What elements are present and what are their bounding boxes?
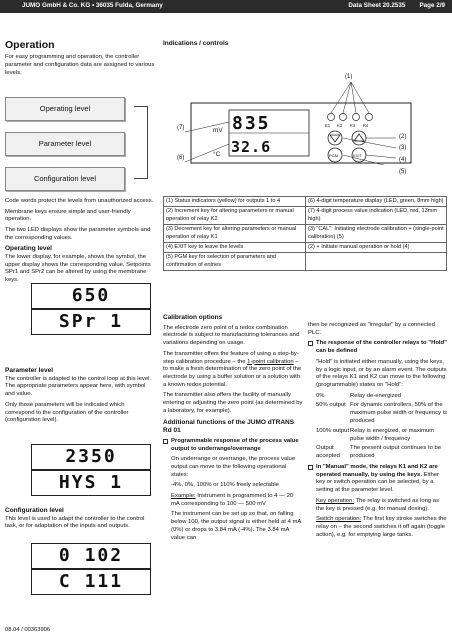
operation-title: Operation <box>5 39 55 51</box>
key-operation-text: Key operation: The relay is switched as long as the key is pressed (e.g. for manual dosing). <box>316 497 440 512</box>
page-header <box>0 0 452 13</box>
parameter-level-text2: Only those parameters will be indicated which correspond to the configuration of the controller (configuration level). <box>5 401 129 424</box>
level-bracket <box>134 106 148 179</box>
led-text: The two LED displays show the parameter symbols and the corresponding values. <box>5 226 151 241</box>
hold-state-row: 50% output For dynamic controllers, 50% of the maximum pulse width or frequency is produced <box>316 402 447 424</box>
lcd2-bottom: HYS 1 <box>31 470 151 496</box>
legend-left-1: (1) Status indicators (yellow) for outputs 1 to 4 <box>164 197 306 207</box>
example-text: Example: Instrument is programmed to 4 — 20 mA corresponding to 100 — 500 mV <box>171 492 294 507</box>
hold-title: The response of the controller relays to "Hold" can be defined <box>308 340 448 356</box>
operating-level-text: The lower display, for example, shows the symbol, the upper display shows the corresponding value. Setpoints SPr1 and SPr2 can be altered by using the membrane keys. <box>5 253 151 284</box>
legend-right-5 <box>306 253 447 271</box>
indications-legend <box>163 196 447 271</box>
additional-functions-title: Additional functions of the JUMO dTRANS Rd 01 <box>163 418 295 435</box>
legend-right-1: (6) 4-digit temperature display (LED, green, 8mm high) <box>306 197 447 207</box>
legend-left-5: (5) PGM key for selection of parameters and confirmation of entries <box>164 253 306 271</box>
lcd3-bottom: C 111 <box>31 569 151 595</box>
legend-right-2: (7) 4-digit process value indication (LED, red, 13mm high) <box>306 207 447 225</box>
header-page: Page 2/9 <box>419 2 445 10</box>
hold-state-row: 100% output Relay is energized, or maximum pulse width / frequency <box>316 427 435 442</box>
level-configuration: Configuration level <box>5 167 125 191</box>
calibration-p2: The transmitter offers the feature of using a step-by-step calibration procedure – the 1-point calibration – to make a fresh determination of the zero point of the electrode by using a buffer solution or a solution with a known redox potential. <box>163 350 302 388</box>
lcd3-top: 0 102 <box>31 543 151 569</box>
calibration-p1: The electrode zero point of a redox combination electrode is subject to manufacturing tolerances and variations depending on usage. <box>163 324 300 347</box>
callout-4: (4) <box>399 157 407 163</box>
switch-operation-text: Switch operation: The first key stroke switches the relay on – the second switches it off again (toggle action), e.g. for emptying large tanks. <box>316 516 447 538</box>
operation-intro: For easy programming and operation, the controller parameter and configuration data are assigned to various levels. <box>5 54 155 76</box>
level-parameter: Parameter level <box>5 132 125 156</box>
relay-label-k3: K3 <box>350 123 356 128</box>
process-value-display: 835 <box>232 113 271 134</box>
programmable-response-text: On underrange or overrange, the process value output can move to the following operational states: <box>171 456 296 478</box>
lcd1-top: 650 <box>31 283 151 309</box>
unit-celsius: °C <box>213 151 221 158</box>
example-text-2: The instrument can be set up so that, on falling below 100, the output signal is either held at 4 mA (0%) or drops to 3.84 mA (-4%). The 3.84 mA value can <box>171 511 302 541</box>
manual-mode-paragraph: In "Manual" mode, the relays K1 and K2 are operated manually, by using the keys. Either key or switch operation can be selected, by a setting at the parameter level. <box>308 464 448 495</box>
exit-key-label: EXIT <box>353 153 362 158</box>
callout-6: (6) <box>177 155 185 161</box>
checkbox-icon <box>308 465 313 470</box>
hold-state-row: Output accepted The present output continues to be produced <box>316 445 442 460</box>
lcd2-top: 2350 <box>31 444 151 470</box>
calibration-p3: The transmitter also offers the facility of manually entering or adjusting the zero point (as determined by a laboratory, for example). <box>163 392 303 414</box>
callout-3: (3) <box>399 145 407 151</box>
configuration-level-title: Configuration level <box>5 507 64 514</box>
legend-left-4: (4) EXIT key to leave the levels <box>164 242 306 252</box>
callout-7: (7) <box>177 125 185 131</box>
operating-level-title: Operating level <box>5 245 52 253</box>
plc-text: then be recognized as "irregular" by a connected PLC. <box>308 322 435 336</box>
lcd1-bottom: SPr 1 <box>31 309 151 335</box>
legend-right-4: (2) + Initiate manual operation or hold (4) <box>306 242 447 252</box>
one-point-calibration-link: 1-point calibration <box>247 358 294 365</box>
hold-state-row: 0% Relay de-energized <box>316 392 402 399</box>
relay-label-k2: K2 <box>337 123 343 128</box>
callout-1: (1) <box>345 74 353 80</box>
code-text: Code words protect the levels from unauthorized access. <box>5 198 154 204</box>
parameter-level-text: The controller is adapted to the control loop at this level. The appropriate parameters appear here, with symbol and value. <box>5 375 152 398</box>
programmable-response-title: Programmable response of the process value output to underrange/overrange <box>163 438 303 454</box>
header-company: JUMO GmbH & Co. KG • 36035 Fulda, Germany <box>22 2 163 10</box>
legend-left-3: (3) Decrement key for altering parameters or manual operation of relay K1 <box>164 225 306 243</box>
hold-states <box>308 393 448 461</box>
indications-title: Indications / controls <box>163 40 229 47</box>
level-operating: Operating level <box>5 97 125 121</box>
header-datasheet: Data Sheet 20.2535 <box>348 2 406 10</box>
hold-text: "Hold" is initiated either manually, using the keys, by a logic input, or by an alarm event. The outputs of the relays K1 and K2 can move to the following (programmable) states on "Hold": <box>316 358 447 389</box>
temperature-display: 32.6 <box>231 138 272 156</box>
legend-right-3: (3) "CAL": Initiating electrode calibration + (single-point calibration) (5) <box>306 225 447 243</box>
relay-label-k4: K4 <box>363 123 369 128</box>
membrane-text: Membrane keys ensure simple and user-friendly operation. <box>5 208 131 223</box>
checkbox-icon <box>163 439 168 444</box>
unit-mv: mV <box>213 127 223 134</box>
legend-left-2: (2) Increment key for altering parameters or manual operation of relay K2 <box>164 207 306 225</box>
configuration-level-text: This level is used to adapt the controller to the control task, or for adaptation of the inputs and outputs. <box>5 515 145 530</box>
levels-diagram <box>5 92 160 192</box>
pgm-key-label: PGM <box>329 153 339 158</box>
parameter-level-title: Parameter level <box>5 367 54 374</box>
calibration-title: Calibration options <box>163 314 223 321</box>
programmable-response-states: -4%, 0%, 100% or 110% freely selectable <box>171 482 279 489</box>
relay-label-k1: K1 <box>325 123 331 128</box>
footer-code: 08.04 / 00363906 <box>5 627 51 633</box>
checkbox-icon <box>308 341 313 346</box>
callout-2: (2) <box>399 134 407 140</box>
callout-5: (5) <box>399 169 407 175</box>
